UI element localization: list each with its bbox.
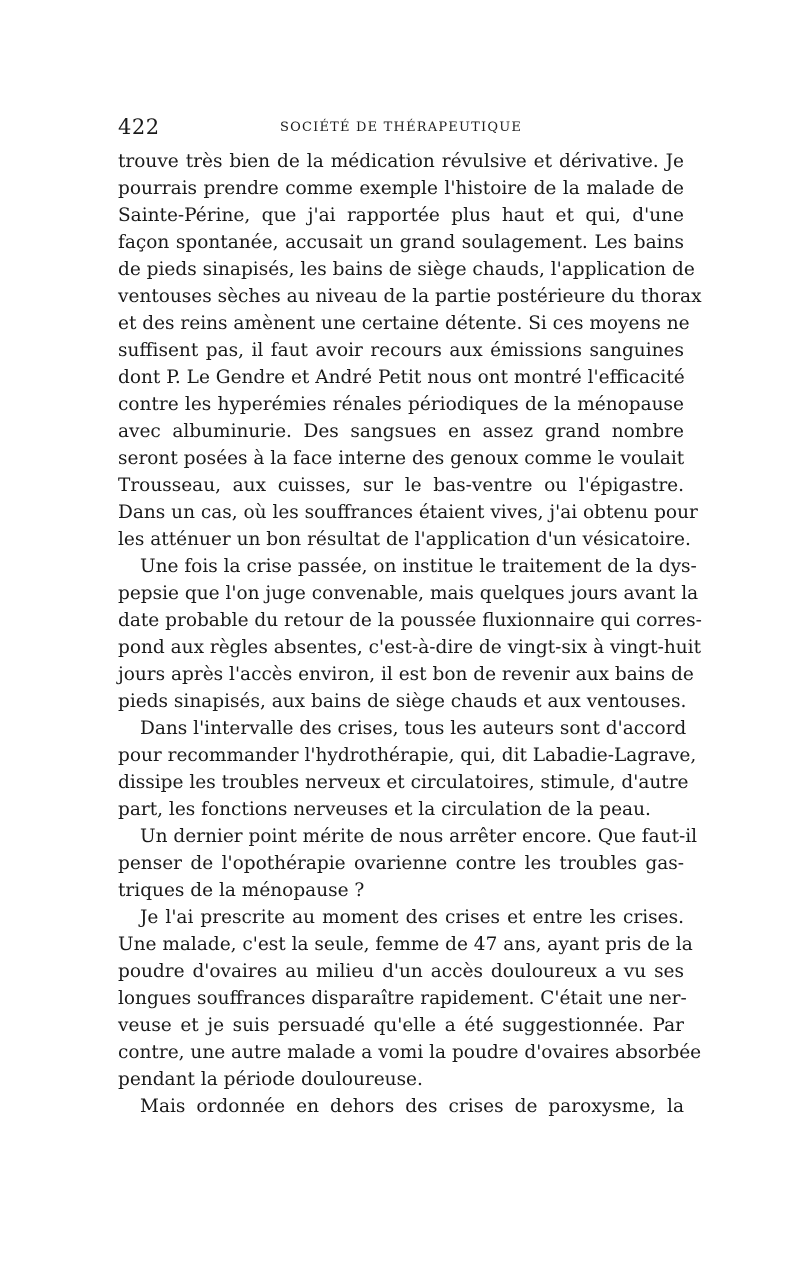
text-line: de pieds sinapisés, les bains de siège chauds, l'application de — [118, 259, 695, 280]
text-line: contre les hyperémies rénales périodiques de la ménopause — [118, 394, 684, 415]
text-line: Dans l'intervalle des crises, tous les auteurs sont d'accord — [140, 718, 687, 739]
text-line: triques de la ménopause ? — [118, 880, 365, 901]
text-line: Une fois la crise passée, on institue le traitement de la dys- — [140, 556, 697, 577]
text-line: seront posées à la face interne des genoux comme le voulait — [118, 448, 685, 469]
running-title: SOCIÉTÉ DE THÉRAPEUTIQUE — [280, 120, 523, 135]
text-line: pond aux règles absentes, c'est-à-dire de vingt-six à vingt-huit — [118, 637, 702, 658]
text-line: pepsie que l'on juge convenable, mais quelques jours avant la — [118, 583, 699, 604]
text-line: trouve très bien de la médication révulsive et dérivative. Je — [118, 151, 684, 172]
text-line: Mais ordonnée en dehors des crises de paroxysme, la — [140, 1096, 684, 1117]
text-line: Une malade, c'est la seule, femme de 47 ans, ayant pris de la — [118, 934, 693, 955]
text-line: part, les fonctions nerveuses et la circulation de la peau. — [118, 799, 651, 820]
text-line: Je l'ai prescrite au moment des crises et entre les crises. — [140, 907, 684, 928]
text-line: pourrais prendre comme exemple l'histoire de la malade de — [118, 178, 684, 199]
text-line: contre, une autre malade a vomi la poudre d'ovaires absorbée — [118, 1042, 702, 1063]
text-line: Trousseau, aux cuisses, sur le bas-ventre ou l'épigastre. — [118, 475, 684, 496]
text-line: pour recommander l'hydrothérapie, qui, dit Labadie-Lagrave, — [118, 745, 697, 766]
text-line: pieds sinapisés, aux bains de siège chauds et aux ventouses. — [118, 691, 687, 712]
text-line: longues souffrances disparaître rapidement. C'était une ner- — [118, 988, 687, 1009]
text-line: Dans un cas, où les souffrances étaient vives, j'ai obtenu pour — [118, 502, 698, 523]
text-line: Sainte-Périne, que j'ai rapportée plus haut et qui, d'une — [118, 205, 684, 226]
text-line: poudre d'ovaires au milieu d'un accès douloureux a vu ses — [118, 961, 684, 982]
body-text — [118, 148, 702, 1120]
text-line: penser de l'opothérapie ovarienne contre les troubles gas- — [118, 853, 684, 874]
text-line: suffisent pas, il faut avoir recours aux émissions sanguines — [118, 340, 684, 361]
text-line: dont P. Le Gendre et André Petit nous ont montré l'efficacité — [118, 367, 685, 388]
text-line: façon spontanée, accusait un grand soulagement. Les bains — [118, 232, 684, 253]
running-head — [118, 112, 684, 142]
page-number: 422 — [118, 115, 160, 139]
text-line: veuse et je suis persuadé qu'elle a été suggestionnée. Par — [118, 1015, 684, 1036]
text-line: avec albuminurie. Des sangsues en assez grand nombre — [118, 421, 684, 442]
text-line: et des reins amènent une certaine détente. Si ces moyens ne — [118, 313, 690, 334]
text-line: ventouses sèches au niveau de la partie postérieure du thorax — [118, 286, 702, 307]
text-line: les atténuer un bon résultat de l'application d'un vésicatoire. — [118, 529, 691, 550]
text-line: date probable du retour de la poussée fluxionnaire qui corres- — [118, 610, 702, 631]
text-line: pendant la période douloureuse. — [118, 1069, 423, 1090]
text-line: dissipe les troubles nerveux et circulatoires, stimule, d'autre — [118, 772, 689, 793]
text-line: Un dernier point mérite de nous arrêter encore. Que faut-il — [140, 826, 698, 847]
text-line: jours après l'accès environ, il est bon de revenir aux bains de — [118, 664, 694, 685]
